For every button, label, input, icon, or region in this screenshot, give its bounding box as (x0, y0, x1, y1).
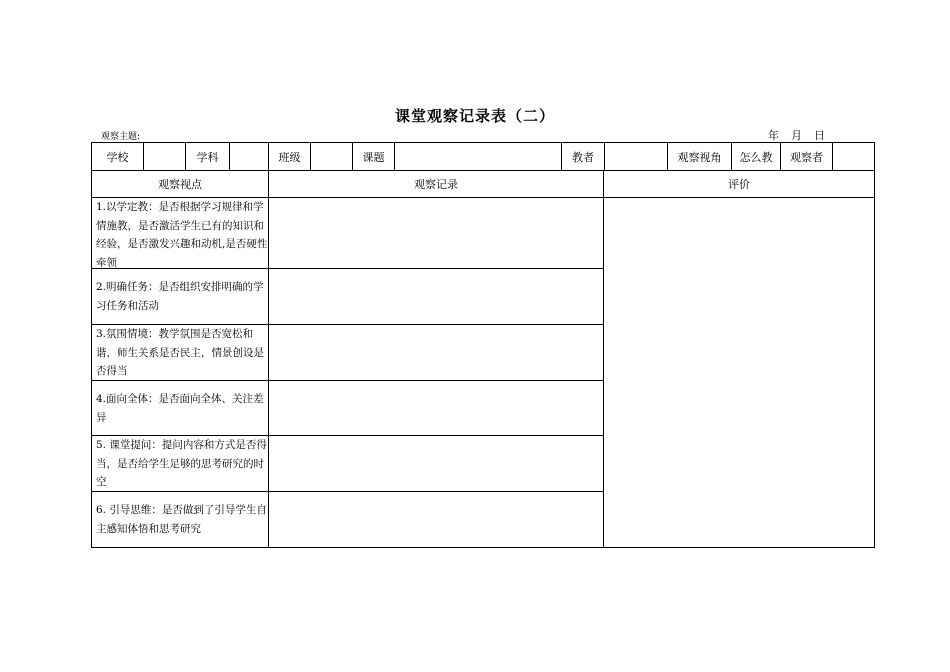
page-title: 课堂观察记录表（二） (394, 107, 555, 125)
class-label: 班级 (278, 150, 301, 164)
table-border-bottom (91, 547, 875, 548)
table-border-left (91, 142, 92, 548)
record-cell[interactable] (269, 198, 603, 268)
record-cell[interactable] (269, 325, 603, 380)
subject-value-cell[interactable] (230, 143, 268, 170)
observation-subject-label: 观察主题: (101, 132, 141, 142)
year-label: 年 (768, 129, 779, 142)
viewpoint-item: 5. 课堂提问：提问内容和方式是否得当，是否给学生足够的思考研究的时空 (96, 439, 267, 488)
viewpoint-item: 2.明确任务：是否组织安排明确的学习任务和活动 (96, 281, 264, 312)
record-cell[interactable] (269, 436, 603, 491)
evaluation-cell[interactable] (604, 198, 874, 547)
month-label: 月 (791, 129, 802, 142)
observer-value-cell[interactable] (833, 143, 874, 170)
observer-label: 观察者 (790, 150, 823, 164)
column-header-record: 观察记录 (414, 178, 458, 191)
teacher-value-cell[interactable] (605, 143, 667, 170)
viewpoint-item: 1.以学定教：是否根据学习规律和学情施教，是否激活学生已有的知识和经验，是否激发兴趣和动机,是否硬性牵领 (96, 201, 268, 269)
perspective-value: 怎么教 (739, 150, 773, 164)
viewpoint-item: 3.氛围情境：教学氛围是否宽松和谐，师生关系是否民主，情景创设是否得当 (96, 328, 264, 377)
perspective-label: 观察视角 (677, 150, 722, 164)
topic-value-cell[interactable] (395, 143, 561, 170)
subject-label: 学科 (196, 150, 219, 164)
viewpoint-item: 4.面向全体：是否面向全体、关注差异 (96, 393, 264, 424)
teacher-label: 教者 (572, 150, 594, 164)
record-cell[interactable] (269, 269, 603, 324)
school-label: 学校 (106, 150, 129, 164)
record-cell[interactable] (269, 492, 603, 547)
record-cell[interactable] (269, 381, 603, 435)
school-value-cell[interactable] (144, 143, 185, 170)
class-value-cell[interactable] (311, 143, 352, 170)
column-header-viewpoint: 观察视点 (158, 178, 202, 191)
topic-label: 课题 (362, 150, 385, 164)
viewpoint-item: 6. 引导思维：是否做到了引导学生自主感知体悟和思考研究 (96, 504, 267, 535)
date-line (768, 127, 825, 143)
table-border-right (874, 142, 875, 548)
column-header-evaluation: 评价 (728, 178, 750, 191)
day-label: 日 (814, 129, 825, 142)
